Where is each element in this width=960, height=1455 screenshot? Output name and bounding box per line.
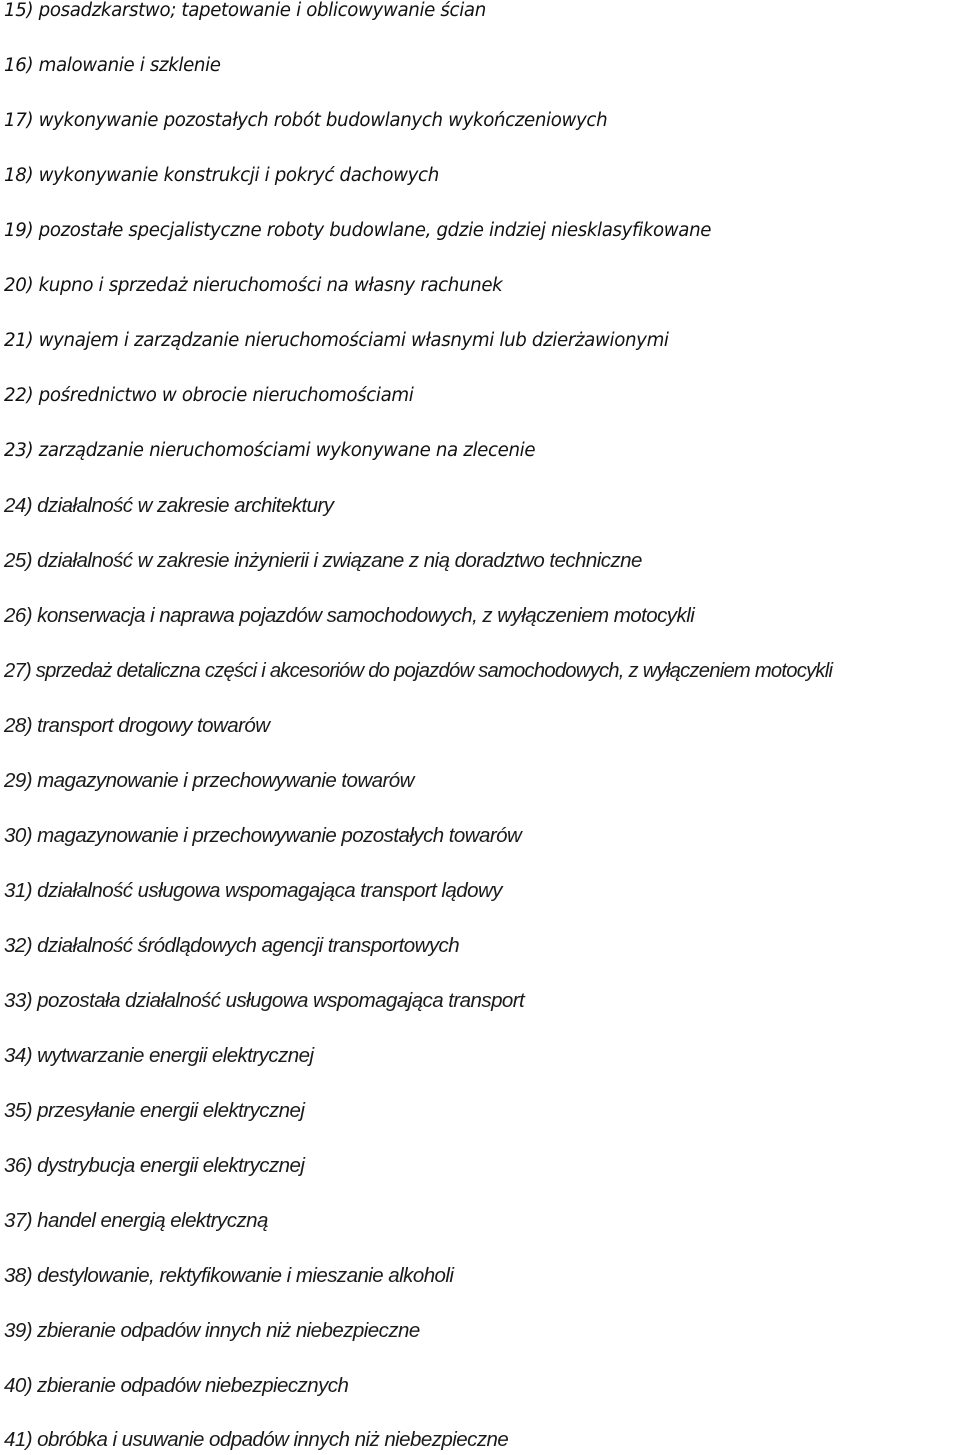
list-item: 24) działalność w zakresie architektury [4,494,334,517]
list-item: 38) destylowanie, rektyfikowanie i mieszanie alkoholi [4,1264,454,1287]
list-item: 18) wykonywanie konstrukcji i pokryć dachowych [4,165,439,186]
list-item: 30) magazynowanie i przechowywanie pozostałych towarów [4,824,522,847]
list-item: 16) malowanie i szklenie [4,55,221,76]
list-item: 28) transport drogowy towarów [4,714,270,737]
list-item: 34) wytwarzanie energii elektrycznej [4,1044,314,1067]
list-item: 21) wynajem i zarządzanie nieruchomościami własnymi lub dzierżawionymi [4,330,669,351]
list-item: 31) działalność usługowa wspomagająca transport lądowy [4,879,502,902]
list-item: 39) zbieranie odpadów innych niż niebezpieczne [4,1319,420,1342]
list-item: 20) kupno i sprzedaż nieruchomości na własny rachunek [4,275,503,296]
list-item: 35) przesyłanie energii elektrycznej [4,1099,305,1122]
list-item: 25) działalność w zakresie inżynierii i związane z nią doradztwo techniczne [4,549,642,572]
list-item: 27) sprzedaż detaliczna części i akcesoriów do pojazdów samochodowych, z wyłączeniem motocykli [4,660,833,682]
list-item: 15) posadzkarstwo; tapetowanie i oblicowywanie ścian [4,0,486,21]
list-item: 29) magazynowanie i przechowywanie towarów [4,769,414,792]
list-item: 32) działalność śródlądowych agencji transportowych [4,934,460,957]
list-item: 40) zbieranie odpadów niebezpiecznych [4,1374,349,1397]
list-item: 23) zarządzanie nieruchomościami wykonywane na zlecenie [4,440,536,461]
list-item: 19) pozostałe specjalistyczne roboty budowlane, gdzie indziej niesklasyfikowane [4,220,712,241]
list-item: 26) konserwacja i naprawa pojazdów samochodowych, z wyłączeniem motocykli [4,604,695,627]
list-item: 17) wykonywanie pozostałych robót budowlanych wykończeniowych [4,110,608,131]
list-item: 33) pozostała działalność usługowa wspomagająca transport [4,989,525,1012]
list-item: 41) obróbka i usuwanie odpadów innych niż niebezpieczne [4,1428,509,1451]
list-item: 37) handel energią elektryczną [4,1209,268,1232]
list-item: 22) pośrednictwo w obrocie nieruchomościami [4,385,414,406]
list-item: 36) dystrybucja energii elektrycznej [4,1154,305,1177]
